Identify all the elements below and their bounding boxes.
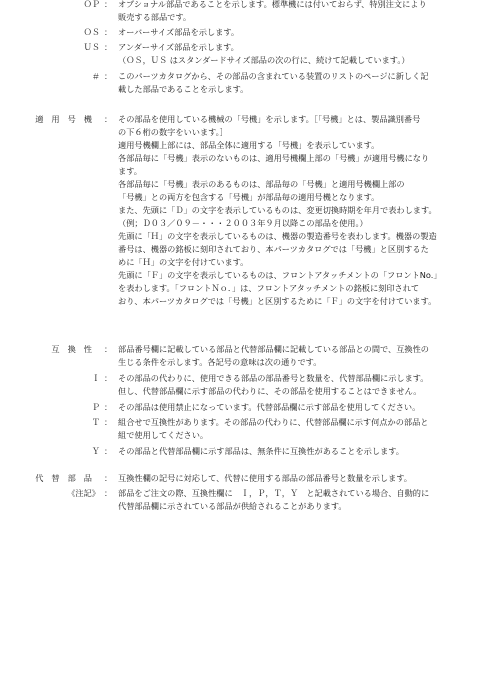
interchangeability-label: 互換性 [51,344,100,354]
applicable-line: 先頭に「Ｆ」の文字を表示しているものは、フロントアタッチメントの「フロントNo.」 [118,270,442,280]
note-line: 代替部品欄に示されている部品が供給されることがあります。 [118,501,347,511]
applicable-line: また、先頭に「Ｄ」の文字を表示しているものは、変更切換時期を年月で表わします。 [118,205,437,215]
code-i-label: Ｉ [91,373,100,383]
symbol-op-line: 販売する部品です。 [118,12,192,22]
symbol-us-line: アンダーサイズ部品を示します。 [118,42,239,52]
applicable-line: ます。 [118,166,142,176]
symbol-us-line: （ＯＳ，ＵＳ はスタンダードサイズ部品の次の行に、続けて記載しています。） [118,55,410,65]
code-t-line: 組で使用してください。 [118,430,209,440]
symbol-hash-label: ＃ [91,71,100,81]
note-label: 《注記》 [67,488,100,498]
colon: ： [104,42,113,52]
interchange-line: 生じる条件を示します。各記号の意味は次の通りです。 [118,357,322,367]
applicable-line: （例；Ｄ０３／０９－・・・２００３年９月以降この部品を使用。） [118,218,368,228]
colon: ： [104,344,113,354]
applicable-line: 各部品毎に「号機」表示のあるものは、部品毎の「号機」と適用号機欄上部の [118,179,405,189]
code-p-label: Ｐ [91,402,100,412]
colon: ： [104,114,113,124]
applicable-line: 各部品毎に「号機」表示のないものは、適用号機欄上部の「号機」が適用号機になり [118,153,430,163]
applicable-line: 「号機」との両方を包含する「号機」が部品毎の適用号機となります。 [118,192,380,202]
code-i-line: その部品の代わりに、使用できる部品の部品番号と数量を、代替部品欄に示します。 [118,373,429,383]
applicable-line: 番号は、機器の銘板に刻印されており、本パーツカタログでは「号機」と区別するた [118,244,429,254]
applicable-line: おり、本パーツカタログでは「号機」と区別するために「Ｆ」の文字を付けています。 [118,296,437,306]
symbol-os-label: ＯＳ [83,27,100,37]
colon: ： [104,373,113,383]
applicable-machine-label: 適用号機 [35,114,100,124]
symbol-hash-line: 載した部品であることを示します。 [118,84,249,94]
code-p-line: その部品は使用禁止になっています。代替部品欄に示す部品を使用してください。 [118,402,421,412]
colon: ： [104,402,113,412]
colon: ： [104,417,113,427]
substitute-parts-label: 代替部品 [35,473,100,483]
symbol-hash-line: このパーツカタログから、その部品の含まれている装置のリストのページに新しく記 [118,71,429,81]
symbol-os-line: オーバーサイズ部品を示します。 [118,27,240,37]
substitute-line: 互換性欄の記号に対応して、代替に使用する部品の部品番号と数量を示します。 [118,473,412,483]
applicable-line: を表わします。「フロントＮｏ．」は、フロントアタッチメントの銘板に刻印されて [118,283,420,293]
applicable-line: 先頭に「Ｈ」の文字を表示しているものは、機器の製造番号を表わします。機器の製造 [118,231,437,241]
colon: ： [104,71,113,81]
applicable-line: 適用号機欄上部には、部品全体に適用する「号機」を表示しています。 [118,140,380,150]
symbol-us-label: ＵＳ [83,42,100,52]
applicable-line: の下６桁の数字をいいます。］ [118,127,228,137]
symbol-op-label: ＯＰ [83,0,100,9]
colon: ： [104,0,113,9]
code-y-line: その部品と代替部品欄に示す部品は、無条件に互換性があることを示します。 [118,446,404,456]
applicable-line: その部品を使用している機械の「号機」を示します。［「号機」とは、製品識別番号 [118,114,421,124]
colon: ： [104,488,113,498]
note-line: 部品をご注文の際、互換性欄に Ｉ，Ｐ，Ｔ，Ｙ と記載されている場合、自動的に [118,488,430,498]
code-y-label: Ｙ [91,446,100,456]
applicable-line: めに「Ｈ」の文字を付けています。 [118,257,249,267]
colon: ： [104,473,113,483]
code-t-label: Ｔ [91,417,100,427]
colon: ： [104,27,113,37]
code-i-line: 但し、代替部品欄に示す部品の代わりに、その部品を使用することはできません。 [118,386,422,396]
code-t-line: 組合せで互換性があります。その部品の代わりに、代替部品欄に示す何点かの部品と [118,417,429,427]
colon: ： [104,446,113,456]
interchange-line: 部品番号欄に記載している部品と代替部品欄に記載している部品との間で、互換性の [118,344,429,354]
symbol-op-line: オプショナル部品であることを示します。標準機には付いておらず、特別注文により [118,0,427,9]
